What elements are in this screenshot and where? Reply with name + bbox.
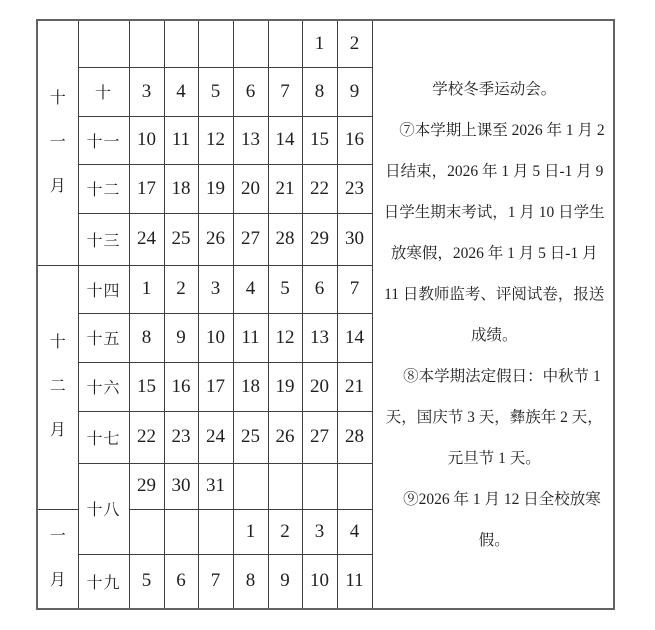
month-label: 一月: [49, 527, 66, 589]
date-cell: [268, 20, 302, 67]
week-cell: 十一: [78, 116, 129, 164]
date-cell: 17: [129, 164, 164, 213]
date-cell: 28: [268, 213, 302, 265]
week-cell: 十三: [78, 213, 129, 265]
date-cell: 19: [268, 362, 302, 411]
month-label: 十二月: [49, 334, 66, 439]
date-cell: [129, 20, 164, 67]
date-cell: 16: [337, 116, 372, 164]
date-cell: [198, 20, 233, 67]
table-row: [37, 20, 614, 67]
date-cell: 23: [164, 411, 198, 463]
date-cell: [164, 20, 198, 67]
date-cell: 25: [164, 213, 198, 265]
date-cell: 27: [233, 213, 268, 265]
date-cell: 31: [198, 463, 233, 509]
date-cell: 13: [233, 116, 268, 164]
date-cell: 4: [164, 67, 198, 116]
note-line: 元旦节 1 天。: [447, 450, 541, 467]
date-cell: 10: [129, 116, 164, 164]
date-cell: 15: [129, 362, 164, 411]
date-cell: 1: [233, 509, 268, 554]
date-cell: 27: [302, 411, 337, 463]
date-cell: 22: [302, 164, 337, 213]
date-cell: 3: [198, 265, 233, 313]
date-cell: 11: [164, 116, 198, 164]
date-cell: 21: [268, 164, 302, 213]
date-cell: 10: [198, 313, 233, 362]
date-cell: 6: [164, 554, 198, 609]
date-cell: 10: [302, 554, 337, 609]
date-cell: 30: [164, 463, 198, 509]
note-line: 日结束，2026 年 1 月 5 日-1 月 9: [385, 163, 604, 180]
date-cell: [268, 463, 302, 509]
week-cell: [78, 20, 129, 67]
week-cell-eighteen: 十八: [78, 463, 129, 554]
date-cell: 29: [129, 463, 164, 509]
date-cell: [129, 509, 164, 554]
date-cell: 2: [268, 509, 302, 554]
date-cell: 26: [268, 411, 302, 463]
date-cell: 13: [302, 313, 337, 362]
date-cell: 20: [302, 362, 337, 411]
date-cell: 8: [233, 554, 268, 609]
date-cell: 3: [302, 509, 337, 554]
date-cell: 18: [233, 362, 268, 411]
date-cell: 5: [268, 265, 302, 313]
semester-notes: [373, 68, 614, 561]
note-line: 学校冬季运动会。: [432, 81, 557, 98]
note-line: 假。: [478, 532, 510, 549]
note-line: 成绩。: [470, 327, 518, 344]
date-cell: 15: [302, 116, 337, 164]
date-cell: 11: [337, 554, 372, 609]
date-cell: 9: [268, 554, 302, 609]
week-cell: 十七: [78, 411, 129, 463]
note-line: 11 日教师监考、评阅试卷，报送: [384, 286, 605, 303]
date-cell: 6: [302, 265, 337, 313]
date-cell: [198, 509, 233, 554]
week-cell: 十二: [78, 164, 129, 213]
date-cell: [233, 463, 268, 509]
note-line: 日学生期末考试，1 月 10 日学生: [383, 204, 605, 221]
date-cell: 24: [198, 411, 233, 463]
week-cell: 十四: [78, 265, 129, 313]
date-cell: 2: [337, 20, 372, 67]
date-cell: 26: [198, 213, 233, 265]
date-cell: 2: [164, 265, 198, 313]
date-cell: 16: [164, 362, 198, 411]
date-cell: [302, 463, 337, 509]
date-cell: 12: [198, 116, 233, 164]
date-cell: 7: [268, 67, 302, 116]
date-cell: 23: [337, 164, 372, 213]
note-line: ⑦本学期上课至 2026 年 1 月 2: [383, 122, 605, 139]
date-cell: 8: [302, 67, 337, 116]
date-cell: [164, 509, 198, 554]
school-calendar-table: [36, 19, 615, 610]
date-cell: 3: [129, 67, 164, 116]
week-cell: 十五: [78, 313, 129, 362]
date-cell: 28: [337, 411, 372, 463]
note-line: 放寒假，2026 年 1 月 5 日-1 月: [390, 245, 598, 262]
month-cell-january: [37, 509, 78, 609]
date-cell: 30: [337, 213, 372, 265]
date-cell: 1: [302, 20, 337, 67]
date-cell: 25: [233, 411, 268, 463]
month-cell-december: [37, 265, 78, 509]
date-cell: 7: [198, 554, 233, 609]
date-cell: 14: [337, 313, 372, 362]
date-cell: 29: [302, 213, 337, 265]
date-cell: 14: [268, 116, 302, 164]
note-line: ⑧本学期法定假日：中秋节 1: [387, 368, 601, 385]
week-cell: 十九: [78, 554, 129, 609]
date-cell: 9: [337, 67, 372, 116]
date-cell: 20: [233, 164, 268, 213]
date-cell: 5: [129, 554, 164, 609]
date-cell: 18: [164, 164, 198, 213]
week-cell: 十: [78, 67, 129, 116]
week-cell: 十六: [78, 362, 129, 411]
date-cell: 7: [337, 265, 372, 313]
date-cell: 8: [129, 313, 164, 362]
date-cell: 9: [164, 313, 198, 362]
date-cell: 5: [198, 67, 233, 116]
date-cell: 19: [198, 164, 233, 213]
month-cell-november: [37, 20, 78, 265]
date-cell: 21: [337, 362, 372, 411]
date-cell: 12: [268, 313, 302, 362]
date-cell: 17: [198, 362, 233, 411]
month-label: 十一月: [49, 89, 66, 195]
note-line: 天，国庆节 3 天，彝族年 2 天，: [385, 409, 603, 426]
date-cell: 1: [129, 265, 164, 313]
date-cell: [337, 463, 372, 509]
date-cell: [233, 20, 268, 67]
note-line: ⑨2026 年 1 月 12 日全校放寒: [387, 491, 601, 508]
date-cell: 6: [233, 67, 268, 116]
date-cell: 24: [129, 213, 164, 265]
date-cell: 4: [337, 509, 372, 554]
date-cell: 11: [233, 313, 268, 362]
date-cell: 22: [129, 411, 164, 463]
notes-cell: [372, 20, 614, 609]
date-cell: 4: [233, 265, 268, 313]
